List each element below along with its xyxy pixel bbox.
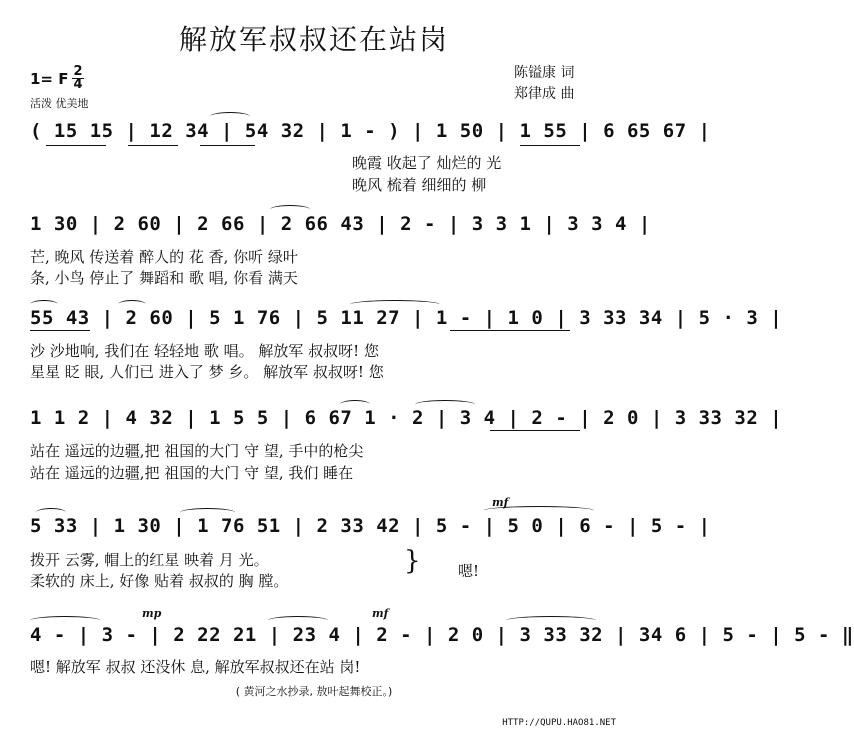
slur [415, 400, 475, 409]
dynamic-mark-mp: mp [142, 607, 162, 620]
underline [30, 330, 90, 331]
lyricist-credit: 陈镒康 词 [514, 65, 575, 81]
lyric-line-4-verse-1: 站在 遥远的边疆,把 祖国的大门 守 望, 手中的枪尖 [30, 442, 364, 460]
underline [46, 145, 106, 146]
composer-credit: 郑律成 曲 [514, 86, 575, 102]
notation-line-5: 5 33 | 1 30 | 1 76 51 | 2 33 42 | 5 - | 5 0 | 6 - | 5 - | [30, 515, 711, 537]
lyric-line-1-verse-2: 晚风 梳着 细细的 柳 [352, 176, 487, 194]
side-lyric: 嗯! [458, 562, 480, 580]
slur [30, 616, 100, 625]
slur [30, 300, 58, 309]
page-title: 解放军叔叔还在站岗 [178, 23, 449, 56]
key-signature: 1= F [30, 70, 69, 88]
time-signature-top: 2 [73, 64, 83, 79]
lyric-line-3-verse-1: 沙 沙地响, 我们在 轻轻地 歌 唱。 解放军 叔叔呀! 您 [30, 342, 379, 360]
notation-line-2: 1 30 | 2 60 | 2 66 | 2 66 43 | 2 - | 3 3 1 | 3 3 4 | [30, 213, 651, 235]
time-signature-bottom: 4 [73, 77, 83, 92]
underline [128, 145, 178, 146]
slur [268, 616, 328, 625]
website-watermark: HTTP://QUPU.HAO81.NET [502, 718, 616, 728]
underline [200, 145, 255, 146]
lyric-line-5-verse-1: 拨开 云雾, 帽上的红星 映着 月 光。 [30, 551, 269, 569]
underline [520, 145, 580, 146]
dynamic-mark-mf-1: mf [492, 496, 509, 509]
slur [118, 300, 146, 309]
lyric-line-6: 嗯! 解放军 叔叔 还没休 息, 解放军叔叔还在站 岗! [30, 658, 361, 676]
dynamic-mark-mf-2: mf [372, 607, 389, 620]
slur [36, 508, 66, 517]
verse-brace: } [404, 546, 421, 576]
slur [210, 112, 250, 121]
notation-line-3: 55 43 | 2 60 | 5 1 76 | 5 11 27 | 1 - | 1 0 | 3 33 34 | 5 · 3 | [30, 307, 783, 329]
time-signature [72, 66, 84, 91]
notation-line-1: ( 15 15 | 12 34 | 54 32 | 1 - ) | 1 50 | 1 55 | 6 65 67 | [30, 120, 711, 142]
notation-line-6: 4 - | 3 - | 2 22 21 | 23 4 | 2 - | 2 0 | 3 33 32 | 34 6 | 5 - | 5 - ‖ [30, 624, 854, 646]
underline [450, 330, 570, 331]
slur [340, 400, 370, 409]
lyric-line-1-verse-1: 晚霞 收起了 灿烂的 光 [352, 154, 502, 172]
slur [350, 300, 440, 309]
tempo-marking: 活泼 优美地 [30, 97, 89, 110]
notation-line-4: 1 1 2 | 4 32 | 1 5 5 | 6 67 1 · 2 | 3 4 | 2 - | 2 0 | 3 33 32 | [30, 407, 783, 429]
lyric-line-2-verse-1: 芒, 晚风 传送着 醉人的 花 香, 你听 绿叶 [30, 248, 298, 266]
slur [180, 508, 235, 517]
transcription-credit: ( 黄河之水抄录, 敖叶起舞校正。) [235, 685, 393, 698]
lyric-line-3-verse-2: 星星 眨 眼, 人们已 进入了 梦 乡。 解放军 叔叔呀! 您 [30, 363, 384, 381]
lyric-line-4-verse-2: 站在 遥远的边疆,把 祖国的大门 守 望, 我们 睡在 [30, 464, 354, 482]
lyric-line-2-verse-2: 条, 小鸟 停止了 舞蹈和 歌 唱, 你看 满天 [30, 269, 298, 287]
slur [506, 616, 596, 625]
slur [270, 205, 310, 214]
underline [490, 430, 580, 431]
slur [484, 506, 594, 515]
lyric-line-5-verse-2: 柔软的 床上, 好像 贴着 叔叔的 胸 膛。 [30, 572, 289, 590]
